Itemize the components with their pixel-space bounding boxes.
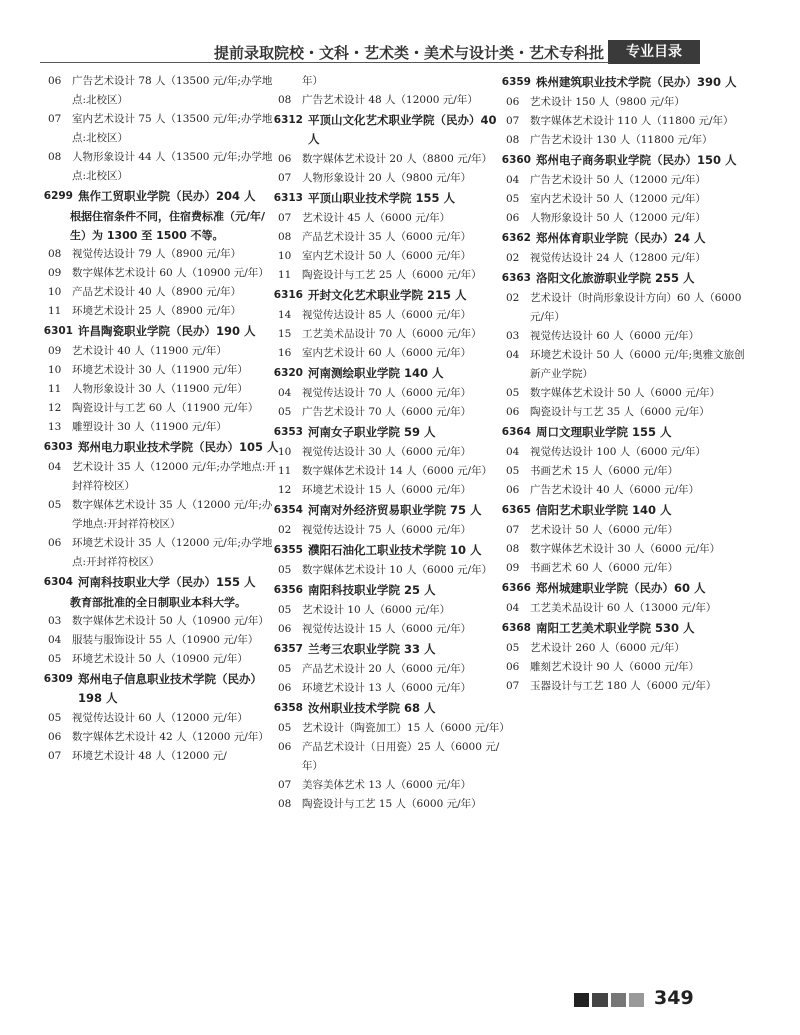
institution-code: 6362	[501, 232, 531, 244]
institution-code: 6366	[501, 582, 531, 594]
program-text: 环境艺术设计 48 人（12000 元/	[72, 750, 227, 762]
program-code: 05	[506, 642, 520, 654]
program-text: 视觉传达设计 30 人（6000 元/年）	[302, 446, 472, 458]
program-text: 环境艺术设计 13 人（6000 元/年）	[302, 682, 472, 694]
program-code: 05	[48, 653, 62, 665]
program-code: 07	[278, 779, 292, 791]
program-text: 广告艺术设计 50 人（12000 元/年）	[530, 174, 706, 186]
program-entry	[40, 245, 280, 264]
program-code: 11	[278, 269, 292, 281]
program-entry	[270, 266, 510, 285]
institution-code: 6357	[273, 643, 303, 655]
page-number: 349	[654, 987, 694, 1009]
institution-code: 6353	[273, 426, 303, 438]
institution-code: 6358	[273, 702, 303, 714]
program-code: 02	[278, 524, 292, 536]
institution-heading	[40, 670, 280, 708]
program-text: 广告艺术设计 130 人（11800 元/年）	[530, 134, 713, 146]
program-code: 04	[506, 349, 520, 361]
program-text: 视觉传达设计 60 人（6000 元/年）	[530, 330, 700, 342]
program-text: 工艺美术品设计 70 人（6000 元/年）	[302, 328, 482, 340]
program-entry	[270, 91, 510, 110]
program-entry	[498, 521, 750, 540]
program-code: 05	[278, 564, 292, 576]
program-text: 数字媒体艺术设计 20 人（8800 元/年）	[302, 153, 493, 165]
program-code: 12	[278, 484, 292, 496]
institution-code: 6363	[501, 272, 531, 284]
institution-heading	[270, 640, 510, 659]
program-text: 年）	[302, 75, 323, 87]
column-2	[270, 72, 510, 814]
program-text: 艺术设计 150 人（9800 元/年）	[530, 96, 685, 108]
running-header	[0, 40, 800, 64]
program-entry	[40, 72, 280, 110]
program-text: 室内艺术设计 75 人（13500 元/年;办学地点:北校区）	[72, 113, 273, 144]
institution-code: 6309	[43, 673, 73, 685]
institution-heading	[498, 423, 750, 442]
institution-name: 河南测绘职业学院 140 人	[308, 366, 444, 380]
program-text: 雕刻艺术设计 90 人（6000 元/年）	[530, 661, 700, 673]
program-code: 08	[278, 798, 292, 810]
institution-code: 6364	[501, 426, 531, 438]
institution-name: 平顶山文化艺术职业学院（民办）40 人	[308, 113, 497, 146]
program-entry	[270, 521, 510, 540]
program-text: 室内艺术设计 50 人（12000 元/年）	[530, 193, 706, 205]
program-code: 04	[506, 174, 520, 186]
institution-code: 6359	[501, 76, 531, 88]
program-text: 视觉传达设计 100 人（6000 元/年）	[530, 446, 706, 458]
program-text: 广告艺术设计 78 人（13500 元/年;办学地点:北校区）	[72, 75, 273, 106]
program-code: 04	[48, 461, 62, 473]
program-entry	[40, 380, 280, 399]
program-code: 06	[48, 731, 62, 743]
program-code: 10	[48, 286, 62, 298]
program-entry	[270, 344, 510, 363]
program-text: 玉器设计与工艺 180 人（6000 元/年）	[530, 680, 717, 692]
program-text: 视觉传达设计 75 人（6000 元/年）	[302, 524, 472, 536]
institution-heading	[270, 189, 510, 208]
institution-name: 洛阳文化旅游职业学院 255 人	[536, 271, 695, 285]
program-text: 视觉传达设计 79 人（8900 元/年）	[72, 248, 242, 260]
program-entry	[498, 462, 750, 481]
program-code: 14	[278, 309, 292, 321]
program-code: 05	[506, 193, 520, 205]
institution-heading	[270, 699, 510, 718]
program-code: 07	[48, 113, 62, 125]
program-entry	[40, 631, 280, 650]
program-code: 05	[48, 499, 62, 511]
program-code: 06	[48, 537, 62, 549]
program-entry	[498, 639, 750, 658]
program-code: 06	[506, 484, 520, 496]
program-code: 05	[506, 387, 520, 399]
program-code: 06	[506, 212, 520, 224]
program-entry	[498, 481, 750, 500]
institution-name: 焦作工贸职业学院（民办）204 人	[78, 189, 256, 203]
institution-heading	[270, 581, 510, 600]
program-entry	[498, 540, 750, 559]
program-entry	[498, 209, 750, 228]
program-entry	[498, 346, 750, 384]
program-entry	[40, 747, 280, 766]
program-entry	[498, 384, 750, 403]
program-entry	[498, 403, 750, 422]
institution-heading	[270, 541, 510, 560]
program-code: 15	[278, 328, 292, 340]
program-text: 人物形象设计 50 人（12000 元/年）	[530, 212, 706, 224]
program-entry	[498, 599, 750, 618]
institution-heading	[270, 501, 510, 520]
program-text: 书画艺术 15 人（6000 元/年）	[530, 465, 679, 477]
program-text: 环境艺术设计 50 人（6000 元/年;奥雅文旅创新产业学院）	[530, 349, 745, 380]
institution-heading	[498, 73, 750, 92]
program-code: 10	[278, 250, 292, 262]
column-1	[40, 72, 280, 766]
institution-code: 6316	[273, 289, 303, 301]
institution-name: 兰考三农职业学院 33 人	[308, 642, 436, 656]
institution-name: 郑州电力职业技术学院（民办）105 人	[78, 440, 279, 454]
program-text: 工艺美术品设计 60 人（13000 元/年）	[530, 602, 717, 614]
program-text: 人物形象设计 20 人（9800 元/年）	[302, 172, 472, 184]
program-text: 艺术设计 45 人（6000 元/年）	[302, 212, 451, 224]
program-entry	[270, 561, 510, 580]
program-entry	[498, 93, 750, 112]
program-entry	[270, 72, 510, 91]
program-code: 09	[48, 267, 62, 279]
institution-code: 6368	[501, 622, 531, 634]
program-text: 广告艺术设计 40 人（6000 元/年）	[530, 484, 700, 496]
program-text: 环境艺术设计 25 人（8900 元/年）	[72, 305, 242, 317]
program-text: 陶瓷设计与工艺 60 人（11900 元/年）	[72, 402, 259, 414]
program-entry	[40, 418, 280, 437]
institution-code: 6360	[501, 154, 531, 166]
program-code: 08	[506, 134, 520, 146]
program-code: 04	[278, 387, 292, 399]
program-code: 10	[278, 446, 292, 458]
program-text: 人物形象设计 30 人（11900 元/年）	[72, 383, 248, 395]
institution-heading	[40, 438, 280, 457]
program-code: 06	[506, 661, 520, 673]
program-entry	[40, 728, 280, 747]
institution-heading	[498, 229, 750, 248]
institution-name: 郑州体育职业学院（民办）24 人	[536, 231, 706, 245]
column-3	[498, 72, 750, 696]
program-text: 环境艺术设计 35 人（12000 元/年;办学地点:开封祥符校区）	[72, 537, 273, 568]
program-code: 07	[506, 115, 520, 127]
program-code: 05	[48, 712, 62, 724]
program-code: 12	[48, 402, 62, 414]
program-code: 02	[506, 252, 520, 264]
header-rule	[40, 62, 610, 63]
program-entry	[270, 228, 510, 247]
program-code: 04	[48, 634, 62, 646]
program-code: 13	[48, 421, 62, 433]
program-entry	[40, 534, 280, 572]
program-text: 产品艺术设计 40 人（8900 元/年）	[72, 286, 242, 298]
institution-name: 开封文化艺术职业学院 215 人	[308, 288, 467, 302]
institution-code: 6365	[501, 504, 531, 516]
program-code: 08	[278, 94, 292, 106]
program-entry	[498, 249, 750, 268]
program-text: 环境艺术设计 15 人（6000 元/年）	[302, 484, 472, 496]
program-code: 05	[506, 465, 520, 477]
program-entry	[498, 658, 750, 677]
program-text: 数字媒体艺术设计 50 人（6000 元/年）	[530, 387, 721, 399]
institution-name: 河南科技职业大学（民办）155 人	[78, 575, 256, 589]
program-entry	[498, 171, 750, 190]
program-code: 07	[278, 172, 292, 184]
institution-heading	[40, 573, 280, 592]
program-text: 数字媒体艺术设计 30 人（6000 元/年）	[530, 543, 721, 555]
program-code: 05	[278, 663, 292, 675]
program-entry	[270, 209, 510, 228]
program-text: 数字媒体艺术设计 35 人（12000 元/年;办学地点:开封祥符校区）	[72, 499, 273, 530]
institution-heading	[498, 269, 750, 288]
institution-name: 信阳艺术职业学院 140 人	[536, 503, 672, 517]
institution-name: 许昌陶瓷职业学院（民办）190 人	[78, 324, 256, 338]
institution-note: 根据住宿条件不同，住宿费标准（元/年/生）为 1300 至 1500 不等。	[70, 210, 266, 242]
program-entry	[498, 131, 750, 150]
program-text: 美容美体艺术 13 人（6000 元/年）	[302, 779, 472, 791]
program-text: 艺术设计 40 人（11900 元/年）	[72, 345, 227, 357]
program-code: 06	[506, 96, 520, 108]
program-entry	[498, 327, 750, 346]
program-entry	[270, 150, 510, 169]
program-entry	[498, 443, 750, 462]
program-text: 数字媒体艺术设计 10 人（6000 元/年）	[302, 564, 493, 576]
institution-name: 南阳工艺美术职业学院 530 人	[536, 621, 695, 635]
header-title: 提前录取院校・文科・艺术类・美术与设计类・艺术专科批	[213, 44, 604, 62]
program-text: 陶瓷设计与工艺 35 人（6000 元/年）	[530, 406, 710, 418]
institution-heading	[40, 322, 280, 341]
program-text: 服装与服饰设计 55 人（10900 元/年）	[72, 634, 259, 646]
program-entry	[498, 112, 750, 131]
program-text: 产品艺术设计 35 人（6000 元/年）	[302, 231, 472, 243]
institution-name: 平顶山职业技术学院 155 人	[308, 191, 456, 205]
institution-code: 6355	[273, 544, 303, 556]
institution-name: 河南对外经济贸易职业学院 75 人	[308, 503, 482, 517]
program-code: 06	[278, 682, 292, 694]
program-code: 09	[506, 562, 520, 574]
program-text: 视觉传达设计 24 人（12800 元/年）	[530, 252, 706, 264]
program-text: 环境艺术设计 30 人（11900 元/年）	[72, 364, 248, 376]
program-text: 视觉传达设计 15 人（6000 元/年）	[302, 623, 472, 635]
program-entry	[270, 660, 510, 679]
program-code: 08	[278, 231, 292, 243]
program-code: 16	[278, 347, 292, 359]
institution-code: 6301	[43, 325, 73, 337]
program-text: 艺术设计 260 人（6000 元/年）	[530, 642, 685, 654]
program-entry	[40, 650, 280, 669]
program-code: 05	[278, 722, 292, 734]
institution-heading	[270, 286, 510, 305]
program-entry	[270, 679, 510, 698]
page-footer	[0, 985, 800, 1015]
institution-name: 郑州电子信息职业技术学院（民办）198 人	[78, 672, 262, 705]
program-text: 数字媒体艺术设计 50 人（10900 元/年）	[72, 615, 269, 627]
institution-name: 郑州电子商务职业学院（民办）150 人	[536, 153, 737, 167]
program-entry	[498, 289, 750, 327]
program-code: 07	[506, 680, 520, 692]
program-text: 艺术设计 50 人（6000 元/年）	[530, 524, 679, 536]
program-text: 视觉传达设计 70 人（6000 元/年）	[302, 387, 472, 399]
program-text: 数字媒体艺术设计 14 人（6000 元/年）	[302, 465, 493, 477]
institution-code: 6303	[43, 441, 73, 453]
program-entry	[40, 342, 280, 361]
program-code: 04	[506, 602, 520, 614]
institution-code: 6312	[273, 114, 303, 126]
program-entry	[270, 384, 510, 403]
institution-heading	[498, 501, 750, 520]
program-text: 陶瓷设计与工艺 25 人（6000 元/年）	[302, 269, 482, 281]
program-text: 广告艺术设计 48 人（12000 元/年）	[302, 94, 478, 106]
program-entry	[40, 302, 280, 321]
program-entry	[270, 719, 510, 738]
program-text: 数字媒体艺术设计 110 人（11800 元/年）	[530, 115, 734, 127]
program-entry	[270, 738, 510, 776]
program-code: 03	[506, 330, 520, 342]
institution-name: 南阳科技职业学院 25 人	[308, 583, 436, 597]
institution-code: 6354	[273, 504, 303, 516]
footer-decoration-bar	[574, 993, 644, 1007]
program-entry	[40, 110, 280, 148]
institution-code: 6356	[273, 584, 303, 596]
program-code: 10	[48, 364, 62, 376]
program-entry	[40, 612, 280, 631]
institution-heading	[270, 111, 510, 149]
institution-name: 濮阳石油化工职业技术学院 10 人	[308, 543, 482, 557]
program-code: 11	[278, 465, 292, 477]
program-entry	[270, 620, 510, 639]
institution-name: 株州建筑职业技术学院（民办）390 人	[536, 75, 737, 89]
institution-heading	[498, 151, 750, 170]
program-text: 室内艺术设计 50 人（6000 元/年）	[302, 250, 472, 262]
institution-name: 河南女子职业学院 59 人	[308, 425, 436, 439]
program-entry	[40, 458, 280, 496]
program-entry	[270, 325, 510, 344]
program-code: 06	[278, 153, 292, 165]
program-text: 数字媒体艺术设计 60 人（10900 元/年）	[72, 267, 269, 279]
program-text: 艺术设计 10 人（6000 元/年）	[302, 604, 451, 616]
program-entry	[498, 559, 750, 578]
institution-heading	[40, 187, 280, 206]
program-code: 11	[48, 305, 62, 317]
institution-code: 6320	[273, 367, 303, 379]
institution-name: 郑州城建职业学院（民办）60 人	[536, 581, 706, 595]
institution-heading	[270, 423, 510, 442]
institution-heading	[498, 619, 750, 638]
program-code	[270, 72, 302, 91]
program-code: 05	[278, 604, 292, 616]
program-code: 05	[278, 406, 292, 418]
institution-code: 6313	[273, 192, 303, 204]
program-text: 视觉传达设计 60 人（12000 元/年）	[72, 712, 248, 724]
program-code: 07	[506, 524, 520, 536]
program-text: 产品艺术设计（日用瓷）25 人（6000 元/年）	[302, 741, 500, 772]
program-code: 08	[48, 248, 62, 260]
program-entry	[270, 306, 510, 325]
program-text: 艺术设计（陶瓷加工）15 人（6000 元/年）	[302, 722, 510, 734]
program-entry	[270, 795, 510, 814]
program-text: 视觉传达设计 85 人（6000 元/年）	[302, 309, 472, 321]
program-text: 书画艺术 60 人（6000 元/年）	[530, 562, 679, 574]
program-entry	[270, 443, 510, 462]
program-entry	[270, 462, 510, 481]
program-entry	[270, 481, 510, 500]
program-code: 08	[48, 151, 62, 163]
program-text: 陶瓷设计与工艺 15 人（6000 元/年）	[302, 798, 482, 810]
program-code: 06	[278, 623, 292, 635]
program-text: 广告艺术设计 70 人（6000 元/年）	[302, 406, 472, 418]
program-text: 艺术设计 35 人（12000 元/年;办学地点:开封祥符校区）	[72, 461, 276, 492]
institution-code: 6299	[43, 190, 73, 202]
program-entry	[498, 190, 750, 209]
program-code: 04	[506, 446, 520, 458]
program-code: 07	[278, 212, 292, 224]
institution-code: 6304	[43, 576, 73, 588]
program-entry	[498, 677, 750, 696]
program-code: 11	[48, 383, 62, 395]
program-code: 07	[48, 750, 62, 762]
program-code: 03	[48, 615, 62, 627]
program-code: 02	[506, 292, 520, 304]
program-entry	[40, 283, 280, 302]
program-entry	[270, 776, 510, 795]
program-code: 08	[506, 543, 520, 555]
program-entry	[40, 361, 280, 380]
program-entry	[270, 169, 510, 188]
program-entry	[40, 709, 280, 728]
program-text: 雕塑设计 30 人（11900 元/年）	[72, 421, 227, 433]
program-entry	[40, 399, 280, 418]
program-code: 09	[48, 345, 62, 357]
institution-name: 汝州职业技术学院 68 人	[308, 701, 436, 715]
program-text: 环境艺术设计 50 人（10900 元/年）	[72, 653, 248, 665]
program-entry	[270, 601, 510, 620]
institution-heading	[270, 364, 510, 383]
institution-name: 周口文理职业学院 155 人	[536, 425, 672, 439]
institution-note: 教育部批准的全日制职业本科大学。	[70, 596, 246, 609]
program-text: 数字媒体艺术设计 42 人（12000 元/年）	[72, 731, 269, 743]
institution-heading	[498, 579, 750, 598]
program-text: 产品艺术设计 20 人（6000 元/年）	[302, 663, 472, 675]
program-text: 室内艺术设计 60 人（6000 元/年）	[302, 347, 472, 359]
program-entry	[40, 264, 280, 283]
header-section-tag: 专业目录	[608, 40, 700, 64]
program-text: 艺术设计（时尚形象设计方向）60 人（6000 元/年）	[530, 292, 742, 323]
program-code: 06	[506, 406, 520, 418]
program-code: 06	[278, 741, 292, 753]
program-code: 06	[48, 75, 62, 87]
program-entry	[40, 496, 280, 534]
program-entry	[270, 403, 510, 422]
program-entry	[270, 247, 510, 266]
program-entry	[40, 148, 280, 186]
program-text: 人物形象设计 44 人（13500 元/年;办学地点:北校区）	[72, 151, 273, 182]
